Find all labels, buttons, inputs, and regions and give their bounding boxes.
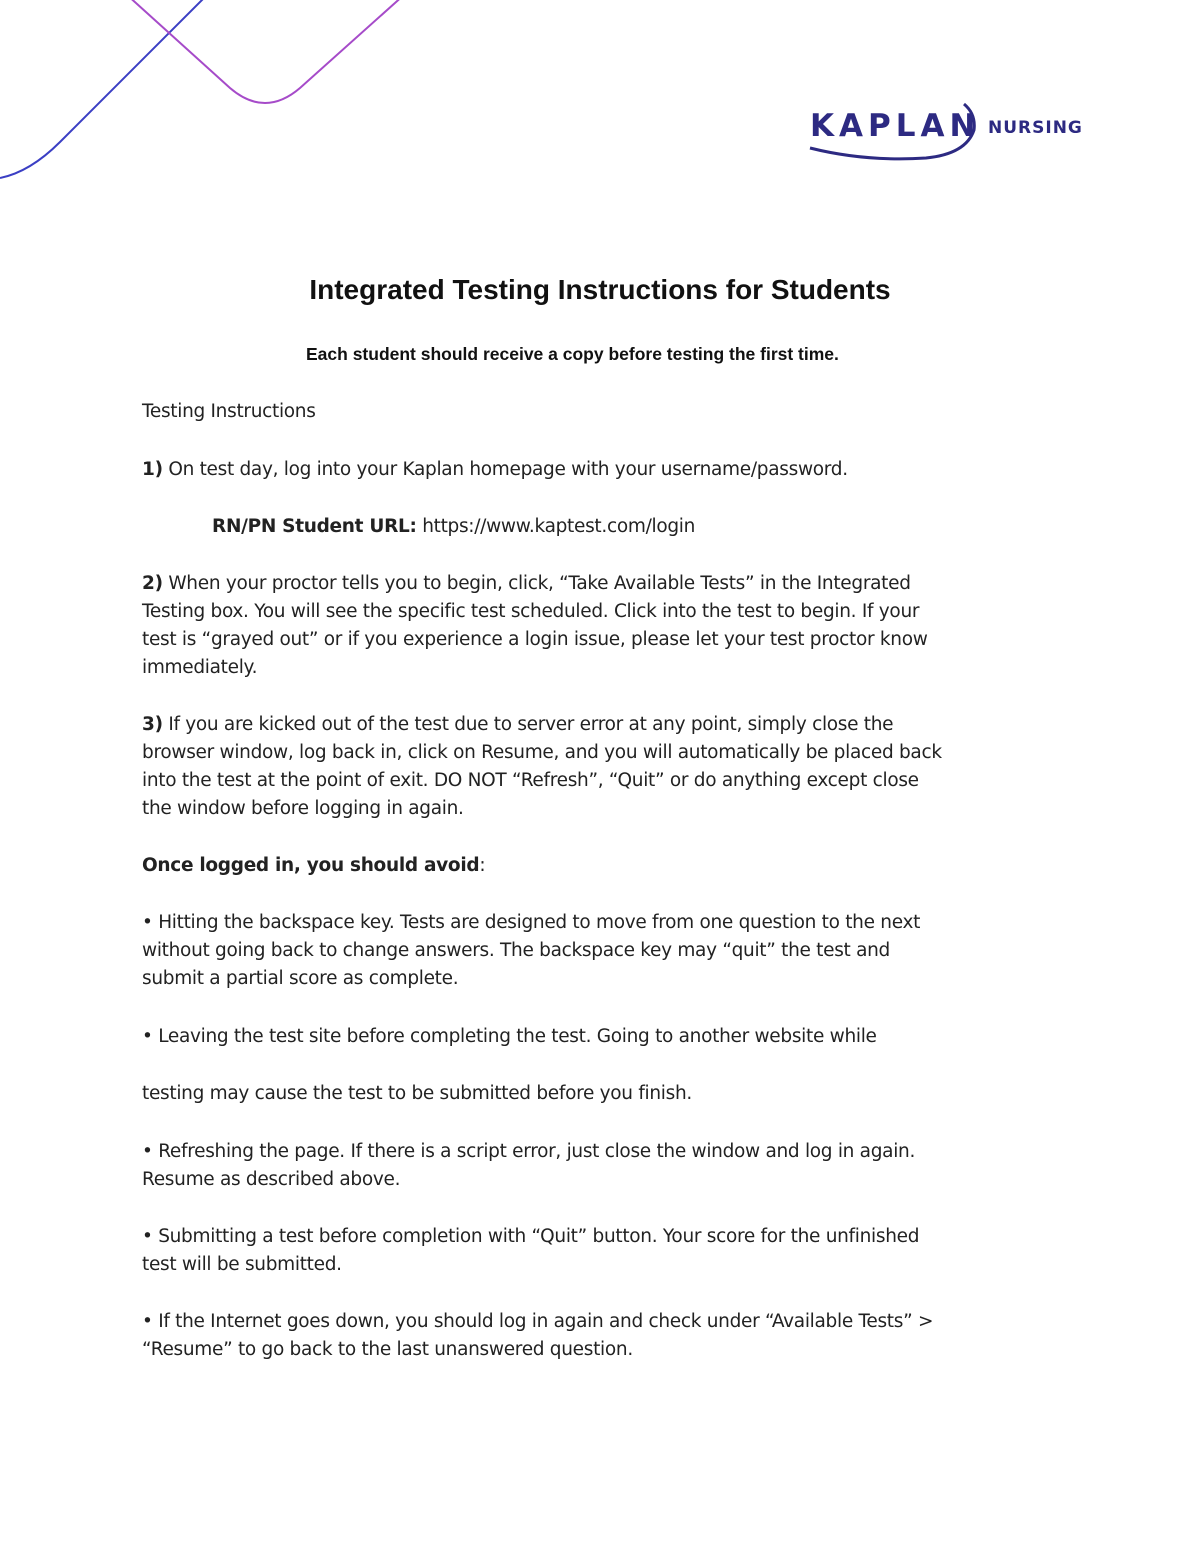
student-url-line xyxy=(212,513,1012,541)
url-label: RN/PN Student URL: xyxy=(212,516,417,537)
kaplan-nursing-logo xyxy=(806,100,1106,170)
step-number: 2) xyxy=(142,573,163,594)
step-text: When your proctor tells you to begin, click, “Take Available Tests” in the Integrated Testing box. You will see the specific test scheduled. Click into the test to begin. If your test is “grayed out” or if you experience a login issue, please let your test proctor know immediately. xyxy=(142,573,928,678)
step-3 xyxy=(142,711,942,823)
avoid-item-continuation: testing may cause the test to be submitted before you finish. xyxy=(142,1083,692,1104)
step-number: 1) xyxy=(142,459,163,480)
decorative-corner-lines xyxy=(0,0,420,190)
step-1 xyxy=(142,456,942,484)
avoid-heading xyxy=(142,852,942,880)
section-heading: Testing Instructions xyxy=(142,401,316,422)
avoid-item: • If the Internet goes down, you should log in again and check under “Available Tests” > “Resume” to go back to the last unanswered question. xyxy=(142,1311,934,1360)
avoid-heading-text: Once logged in, you should avoid xyxy=(142,855,480,876)
avoid-item: • Hitting the backspace key. Tests are designed to move from one question to the next without going back to change answers. The backspace key may “quit” the test and submit a partial score as complete. xyxy=(142,912,921,989)
step-text: On test day, log into your Kaplan homepage with your username/password. xyxy=(162,459,848,480)
avoid-heading-colon: : xyxy=(479,855,486,876)
avoid-item: • Submitting a test before completion with “Quit” button. Your score for the unfinished test will be submitted. xyxy=(142,1226,920,1275)
page-subtitle: Each student should receive a copy before testing the first time. xyxy=(306,344,839,364)
logo-brand-text: KAPLAN xyxy=(810,108,981,144)
avoid-item: • Refreshing the page. If there is a script error, just close the window and log in again. Resume as described above. xyxy=(142,1141,916,1190)
logo-division-text: NURSING xyxy=(988,118,1083,138)
step-number: 3) xyxy=(142,714,163,735)
url-link[interactable]: https://www.kaptest.com/login xyxy=(416,516,696,537)
page-title: Integrated Testing Instructions for Students xyxy=(309,274,891,305)
step-text: If you are kicked out of the test due to server error at any point, simply close the browser window, log back in, click on Resume, and you will automatically be placed back into the test at the point of exit. DO NOT “Refresh”, “Quit” or do anything except close the window before logging in again. xyxy=(142,714,942,819)
step-2 xyxy=(142,570,942,682)
avoid-item: • Leaving the test site before completing the test. Going to another website while xyxy=(142,1026,877,1047)
